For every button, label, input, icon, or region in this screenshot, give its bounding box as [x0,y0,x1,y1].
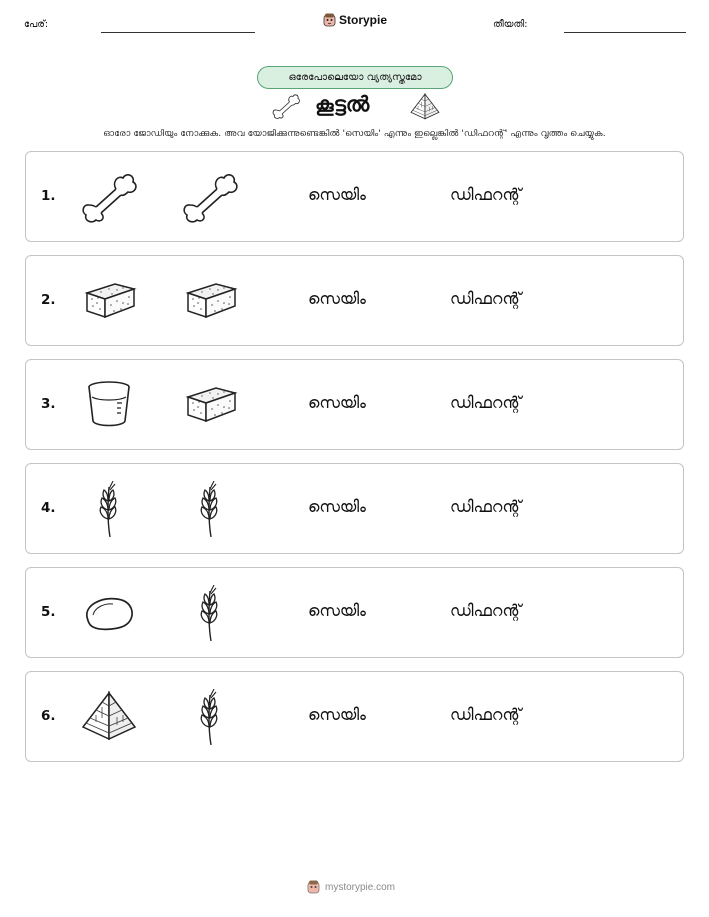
measuring-cup-icon [79,377,139,433]
stone-icon [79,585,139,641]
option-same[interactable]: സെയിം [308,289,366,308]
option-same[interactable]: സെയിം [308,497,366,516]
footer-url[interactable]: mystorypie.com [325,881,396,893]
option-different[interactable]: ഡിഫറന്റ് [450,289,522,308]
option-same[interactable]: സെയിം [308,393,366,412]
option-same[interactable]: സെയിം [308,601,366,620]
brand-logo [323,13,387,27]
worksheet-type-pill: ഒരേപോലെയോ വ്യത്യസ്തമോ [257,66,453,89]
option-different[interactable]: ഡിഫറന്റ് [450,185,522,204]
question-row [25,255,684,346]
page-title: കൂട്ടൽ [315,92,370,116]
footer [307,880,395,894]
option-different[interactable]: ഡിഫറന്റ് [450,601,522,620]
wheat-icon [180,481,240,537]
pyramid-icon [79,689,139,745]
question-row [25,671,684,762]
bone-icon [180,169,240,225]
question-number: 5. [41,604,56,620]
storypie-mascot-icon [323,13,336,27]
brand-name: Storypie [339,13,388,27]
question-number: 1. [41,188,56,204]
bone-icon [270,92,302,120]
question-row [25,359,684,450]
option-different[interactable]: ഡിഫറന്റ് [450,705,522,724]
sponge-icon [79,273,139,329]
question-number: 2. [41,292,56,308]
option-different[interactable]: ഡിഫറന്റ് [450,497,522,516]
wheat-icon [180,689,240,745]
storypie-mascot-icon [307,880,320,894]
wheat-icon [79,481,139,537]
question-number: 6. [41,708,56,724]
wheat-icon [180,585,240,641]
option-same[interactable]: സെയിം [308,185,366,204]
option-different[interactable]: ഡിഫറന്റ് [450,393,522,412]
question-number: 4. [41,500,56,516]
option-same[interactable]: സെയിം [308,705,366,724]
sponge-icon [180,377,240,433]
question-number: 3. [41,396,56,412]
question-row [25,463,684,554]
sponge-icon [180,273,240,329]
date-label: തീയതി: [493,19,528,30]
name-line[interactable] [101,32,255,33]
date-line[interactable] [564,32,686,33]
question-row [25,567,684,658]
pyramid-icon [408,92,442,122]
question-row [25,151,684,242]
title-row [0,90,709,122]
name-label: പേര്: [24,19,49,30]
instructions: ഓരോ ജോഡിയും നോക്കുക. അവ യോജിക്കുന്നുണ്ടെങ്കിൽ 'സെയിം' എന്നും ഇല്ലെങ്കിൽ 'ഡിഫറന്റ്' എന്നും വൃത്തം ചെയ്യുക. [103,128,606,139]
bone-icon [79,169,139,225]
